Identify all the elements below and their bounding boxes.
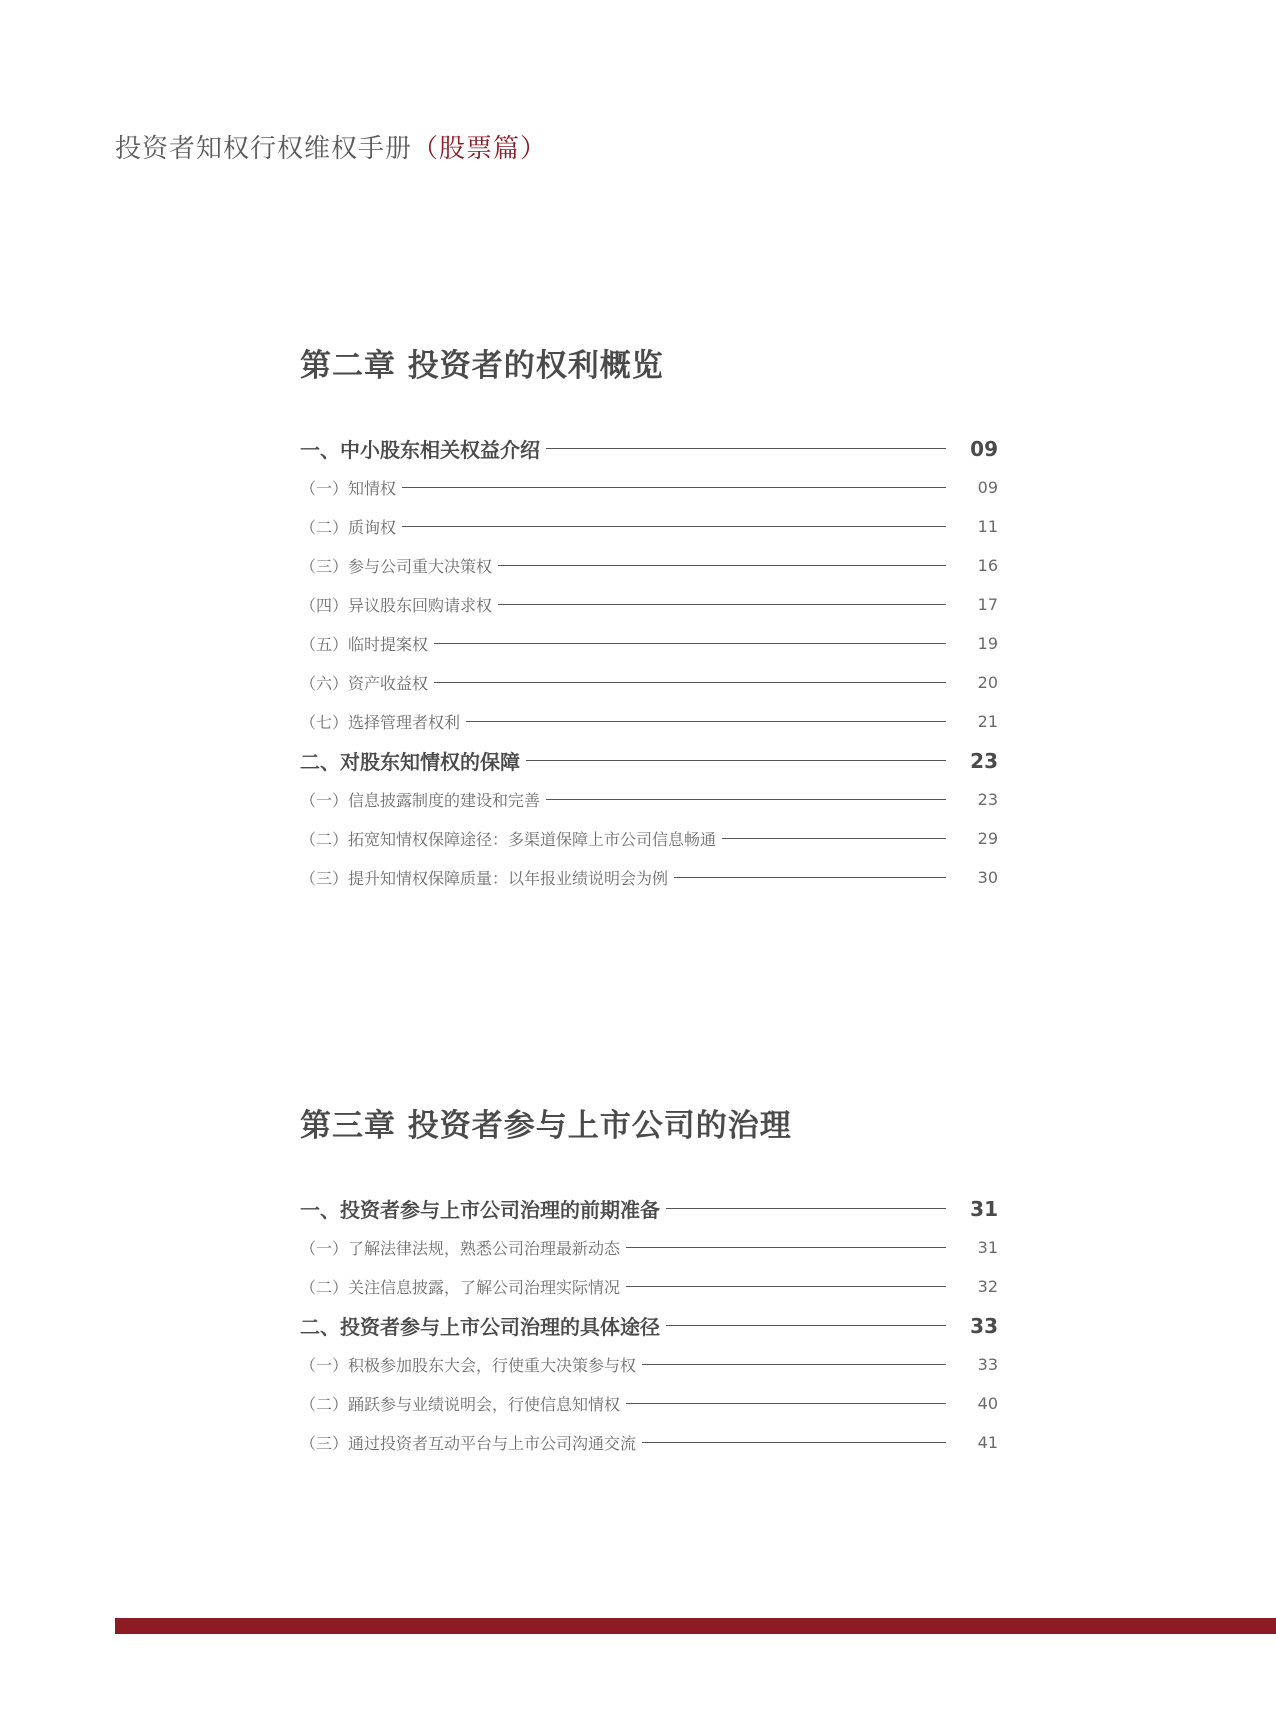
toc-leader-line bbox=[642, 1364, 946, 1365]
toc-leader-line bbox=[642, 1442, 946, 1443]
toc-leader-line bbox=[498, 565, 946, 566]
toc-entry-label: 二、对股东知情权的保障 bbox=[300, 750, 520, 774]
toc-entry-page: 33 bbox=[977, 1355, 998, 1374]
chapter-3-title: 第三章 投资者参与上市公司的治理 bbox=[300, 1108, 792, 1144]
toc-entry-label: （六）资产收益权 bbox=[300, 674, 429, 693]
toc-entry-page: 33 bbox=[970, 1313, 998, 1338]
document-title-text: 投资者知权行权维权手册 bbox=[115, 134, 413, 164]
footer-accent-bar bbox=[115, 1618, 1276, 1634]
toc-entry-page: 30 bbox=[977, 868, 998, 887]
toc-leader-line bbox=[626, 1286, 946, 1287]
toc-entry[interactable] bbox=[300, 1384, 998, 1423]
toc-entry[interactable] bbox=[300, 741, 998, 780]
toc-entry[interactable] bbox=[300, 1306, 998, 1345]
toc-entry-label: （一）了解法律法规，熟悉公司治理最新动态 bbox=[300, 1239, 621, 1258]
toc-leader-line bbox=[666, 1325, 946, 1326]
toc-entry[interactable] bbox=[300, 702, 998, 741]
toc-leader-line bbox=[666, 1208, 946, 1209]
toc-entry-label: （二）拓宽知情权保障途径：多渠道保障上市公司信息畅通 bbox=[300, 830, 717, 849]
toc-entry-label: （一）信息披露制度的建设和完善 bbox=[300, 791, 541, 810]
toc-entry[interactable] bbox=[300, 1345, 998, 1384]
document-title-accent: （股票篇） bbox=[412, 134, 548, 164]
toc-leader-line bbox=[402, 487, 946, 488]
chapter-2-section bbox=[300, 340, 998, 897]
chapter-2-title: 第二章 投资者的权利概览 bbox=[300, 348, 664, 384]
toc-entry[interactable] bbox=[300, 546, 998, 585]
toc-leader-line bbox=[626, 1403, 946, 1404]
toc-entry-page: 19 bbox=[977, 634, 998, 653]
toc-entry-page: 17 bbox=[977, 595, 998, 614]
toc-entry-label: 一、中小股东相关权益介绍 bbox=[300, 438, 540, 462]
toc-entry-page: 20 bbox=[977, 673, 998, 692]
toc-leader-line bbox=[434, 643, 946, 644]
toc-entry[interactable] bbox=[300, 1228, 998, 1267]
toc-entry-label: 二、投资者参与上市公司治理的具体途径 bbox=[300, 1315, 660, 1339]
chapter-3-section bbox=[300, 1100, 998, 1462]
toc-entry-label: （七）选择管理者权利 bbox=[300, 713, 461, 732]
toc-entry-page: 23 bbox=[977, 790, 998, 809]
toc-entry[interactable] bbox=[300, 819, 998, 858]
toc-entry[interactable] bbox=[300, 429, 998, 468]
toc-entry-page: 31 bbox=[970, 1196, 998, 1221]
toc-leader-line bbox=[546, 799, 946, 800]
toc-entry-page: 16 bbox=[977, 556, 998, 575]
toc-leader-line bbox=[466, 721, 946, 722]
toc-entry[interactable] bbox=[300, 507, 998, 546]
toc-entry-label: （二）质询权 bbox=[300, 518, 397, 537]
toc-entry[interactable] bbox=[300, 624, 998, 663]
toc-leader-line bbox=[546, 448, 946, 449]
toc-entry-label: （二）踊跃参与业绩说明会，行使信息知情权 bbox=[300, 1395, 621, 1414]
toc-entry[interactable] bbox=[300, 468, 998, 507]
toc-leader-line bbox=[434, 682, 946, 683]
toc-entry-page: 29 bbox=[977, 829, 998, 848]
toc-entry-page: 40 bbox=[977, 1394, 998, 1413]
toc-entry[interactable] bbox=[300, 585, 998, 624]
toc-entry[interactable] bbox=[300, 1423, 998, 1462]
toc-entry-page: 09 bbox=[970, 436, 998, 461]
toc-leader-line bbox=[626, 1247, 946, 1248]
toc-entry-page: 09 bbox=[977, 478, 998, 497]
toc-entry-page: 32 bbox=[977, 1277, 998, 1296]
toc-entry-label: （一）知情权 bbox=[300, 479, 397, 498]
toc-leader-line bbox=[674, 877, 946, 878]
toc-leader-line bbox=[722, 838, 946, 839]
toc-entry-label: （三）通过投资者互动平台与上市公司沟通交流 bbox=[300, 1434, 637, 1453]
chapter-2-toc bbox=[300, 429, 998, 897]
toc-entry-label: （三）提升知情权保障质量：以年报业绩说明会为例 bbox=[300, 869, 669, 888]
document-title bbox=[115, 128, 547, 165]
toc-entry[interactable] bbox=[300, 1189, 998, 1228]
toc-entry-page: 31 bbox=[977, 1238, 998, 1257]
toc-entry-label: （三）参与公司重大决策权 bbox=[300, 557, 493, 576]
chapter-3-toc bbox=[300, 1189, 998, 1462]
toc-entry-label: （二）关注信息披露，了解公司治理实际情况 bbox=[300, 1278, 621, 1297]
toc-entry[interactable] bbox=[300, 1267, 998, 1306]
toc-entry-page: 11 bbox=[977, 517, 998, 536]
toc-entry[interactable] bbox=[300, 858, 998, 897]
toc-entry-page: 41 bbox=[977, 1433, 998, 1452]
toc-entry-page: 21 bbox=[977, 712, 998, 731]
toc-leader-line bbox=[526, 760, 946, 761]
toc-entry[interactable] bbox=[300, 663, 998, 702]
toc-entry[interactable] bbox=[300, 780, 998, 819]
toc-entry-label: （五）临时提案权 bbox=[300, 635, 429, 654]
toc-leader-line bbox=[402, 526, 946, 527]
toc-leader-line bbox=[498, 604, 946, 605]
toc-entry-label: （一）积极参加股东大会，行使重大决策参与权 bbox=[300, 1356, 637, 1375]
toc-entry-label: 一、投资者参与上市公司治理的前期准备 bbox=[300, 1198, 660, 1222]
toc-entry-page: 23 bbox=[970, 748, 998, 773]
toc-entry-label: （四）异议股东回购请求权 bbox=[300, 596, 493, 615]
